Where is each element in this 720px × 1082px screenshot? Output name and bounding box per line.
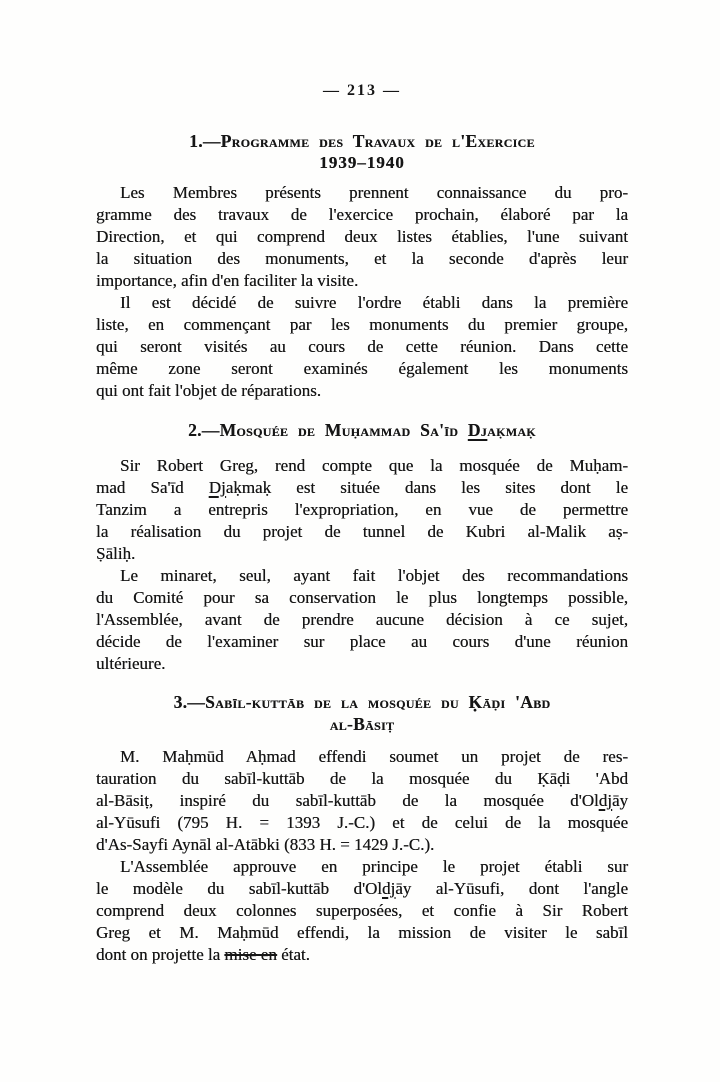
text-line: Direction, et qui comprend deux listes établies, l'une suivant [96,227,628,246]
text-line: Tanzim a entrepris l'expropriation, en vue de permettre [96,500,628,519]
paragraph [96,292,628,402]
text-line: Sir Robert Greg, rend compte que la mosquée de Muḥam- [120,456,628,475]
text-line: même zone seront examinés également les monuments [96,359,628,378]
struck-text: mise en [224,945,277,964]
text-line: du Comité pour sa conservation le plus longtemps possible, [96,588,628,607]
paragraph [96,565,628,675]
text-line: tauration du sabīl-kuttāb de la mosquée du Ḳāḍi 'Abd [96,769,628,788]
underlined-term: dj [598,791,612,810]
underlined-term: Dj [467,420,488,440]
heading-line: 3.—Sabīl-kuttāb de la mosquée du Ḳāḍi 'Abd [173,692,551,712]
text-line: le modèle du sabīl-kuttāb d'Oldjāy al-Yūsufi, dont l'angle [96,879,628,898]
text-line: Greg et M. Maḥmūd effendi, la mission de visiter le sabīl [96,923,628,942]
text-line: d'As-Sayfi Aynāl al-Atābki (833 H. = 1429 J.-C.). [96,835,435,854]
text-line: gramme des travaux de l'exercice prochain, élaboré par la [96,205,628,224]
text-line: décide de l'examiner sur place au cours d'une réunion [96,632,628,651]
text-line: al-Bāsiṭ, inspiré du sabīl-kuttāb de la mosquée d'Oldjāy [96,791,628,810]
page-content [96,0,628,966]
text-line: qui seront visités au cours de cette réunion. Dans cette [96,337,628,356]
year-line: 1939–1940 [319,153,405,172]
paragraph [96,746,628,856]
text-line: qui ont fait l'objet de réparations. [96,381,321,400]
section-1-heading [96,130,628,174]
text-line: l'Assemblée, avant de prendre aucune décision à ce sujet, [96,610,628,629]
paragraph [96,856,628,966]
text-line: Ṣāliḥ. [96,544,136,563]
text-line: Il est décidé de suivre l'ordre établi dans la première [120,293,628,312]
text-line: comprend deux colonnes superposées, et confie à Sir Robert [96,901,628,920]
text-line: mad Sa'īd Djaḳmaḳ est située dans les sites dont le [96,478,628,497]
section-3-heading [96,691,628,735]
underlined-term: dj [382,879,396,898]
text-line: dont on projette la mise en état. [96,945,310,964]
text-line: liste, en commençant par les monuments du premier groupe, [96,315,628,334]
text-line: Les Membres présents prennent connaissance du pro- [120,183,628,202]
paragraph [96,455,628,565]
text-line: importance, afin d'en faciliter la visite. [96,271,359,290]
section-2-heading [96,419,628,441]
text-line: la situation des monuments, et la seconde d'après leur [96,249,628,268]
paragraph [96,182,628,292]
text-line: L'Assemblée approuve en principe le projet établi sur [120,857,628,876]
heading-line: aḳmaḳ [487,420,536,440]
page-number: — 213 — [323,82,401,99]
text-line: M. Maḥmūd Aḥmad effendi soumet un projet de res- [120,747,628,766]
heading-line: 1.—Programme des Travaux de l'Exercice [189,131,535,151]
heading-line: 2.—Mosquée de Muḥammad Sa'īd [188,420,468,440]
heading-line: al-Bāsiṭ [329,714,395,734]
text-line: al-Yūsufi (795 H. = 1393 J.-C.) et de celui de la mosquée [96,813,628,832]
text-line: Le minaret, seul, ayant fait l'objet des recommandations [120,566,628,585]
text-line: ultérieure. [96,654,166,673]
text-line: la réalisation du projet de tunnel de Kubri al-Malik aṣ- [96,522,628,541]
underlined-term: Dj [208,478,226,497]
